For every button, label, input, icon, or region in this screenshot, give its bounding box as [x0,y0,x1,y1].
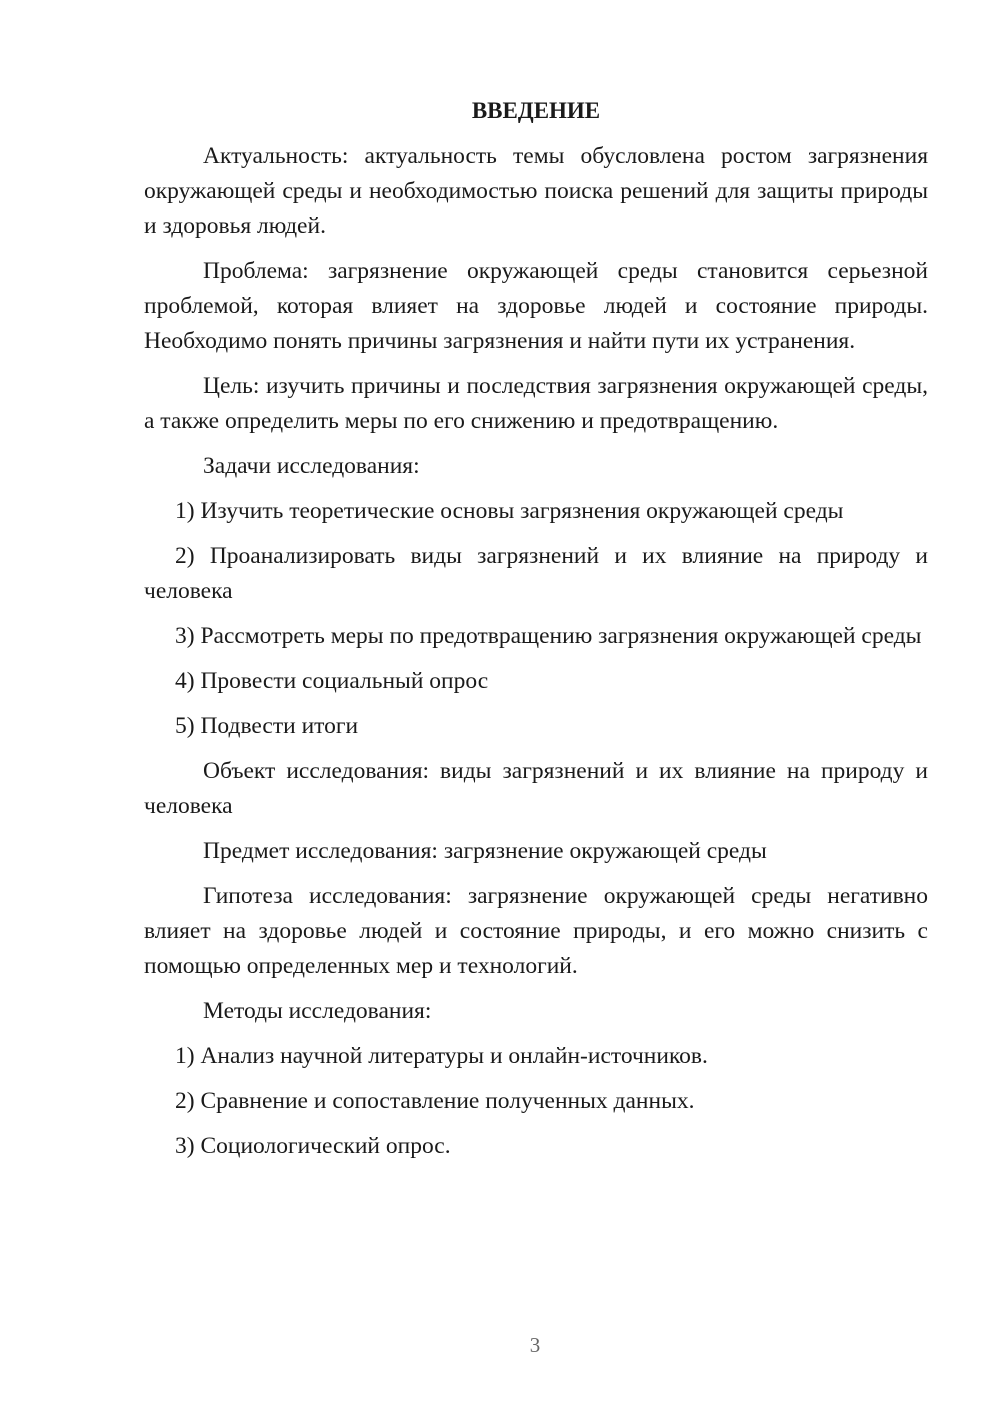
object-paragraph: Объект исследования: виды загрязнений и их влияние на природу и человека [144,758,928,819]
relevance-paragraph: Актуальность: актуальность темы обусловлена ростом загрязнения окружающей среды и необходимостью поиска решений для защиты природы и здоровья людей. [144,143,928,239]
page-number: 3 [529,1333,541,1357]
methods-heading: Методы исследования: [203,998,432,1024]
document-page [144,96,928,1174]
task-item: 3) Рассмотреть меры по предотвращению загрязнения окружающей среды [175,623,922,649]
method-item: 1) Анализ научной литературы и онлайн-источников. [175,1043,708,1069]
task-item: 5) Подвести итоги [175,713,359,739]
method-item: 3) Социологический опрос. [175,1133,451,1159]
problem-paragraph: Проблема: загрязнение окружающей среды становится серьезной проблемой, которая влияет на здоровье людей и состояние природы. Необходимо понять причины загрязнения и найти пути их устранения. [144,258,928,354]
section-title: ВВЕДЕНИЕ [471,98,601,123]
method-item: 2) Сравнение и сопоставление полученных данных. [175,1088,695,1114]
task-item: 1) Изучить теоретические основы загрязнения окружающей среды [175,498,844,524]
goal-paragraph: Цель: изучить причины и последствия загрязнения окружающей среды, а также определить меры по его снижению и предотвращению. [144,373,928,434]
hypothesis-paragraph: Гипотеза исследования: загрязнение окружающей среды негативно влияет на здоровье людей и состояние природы, и его можно снизить с помощью определенных мер и технологий. [144,883,928,979]
subject-paragraph: Предмет исследования: загрязнение окружающей среды [203,838,767,864]
tasks-heading: Задачи исследования: [203,453,420,479]
task-item: 2) Проанализировать виды загрязнений и их влияние на природу и человека [144,543,928,604]
task-item: 4) Провести социальный опрос [175,668,489,694]
